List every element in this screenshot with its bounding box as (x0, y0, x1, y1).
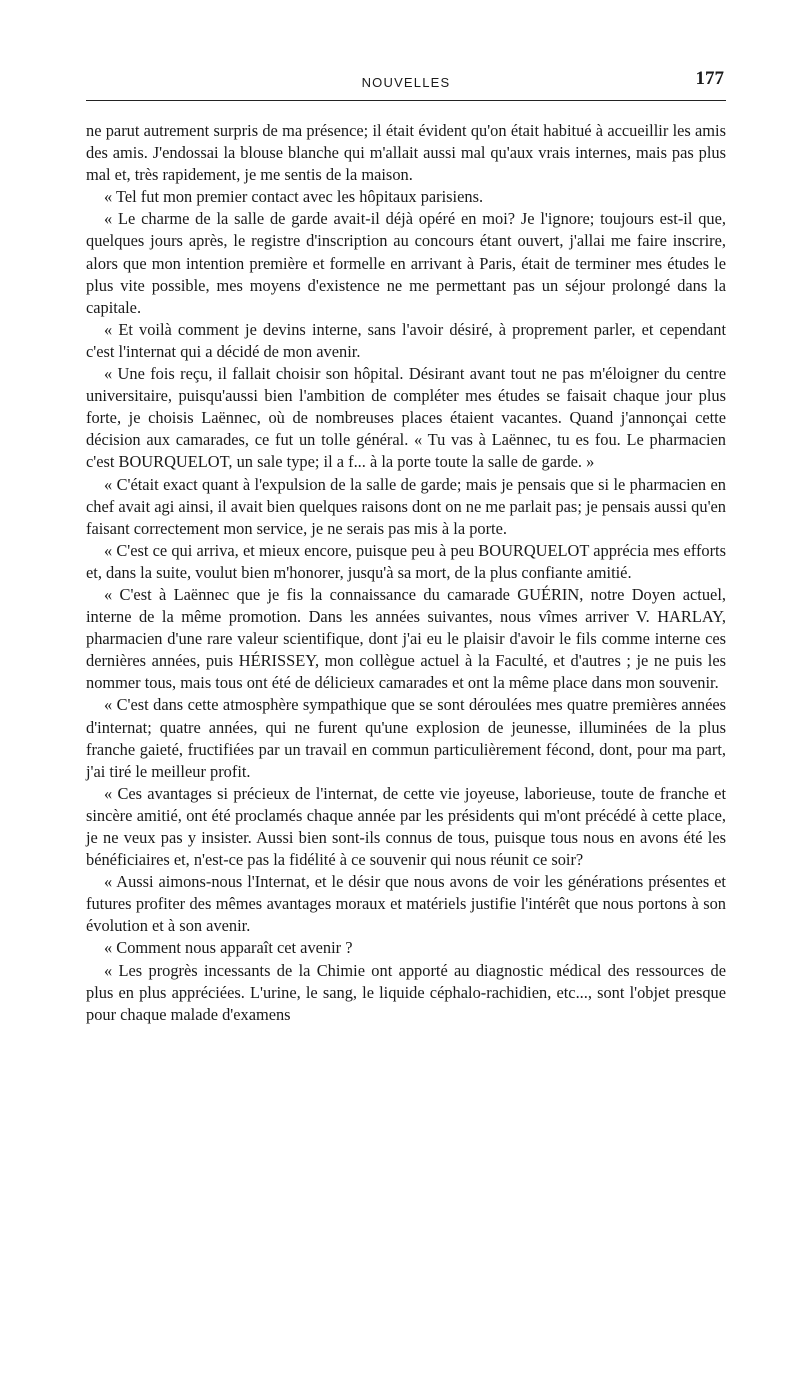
paragraph: « C'est dans cette atmosphère sympathique que se sont déroulées mes quatre premières années d'internat; quatre années, qui ne furent qu'une explosion de jeunesse, illuminées de la plus franche gaieté, fructifiées par un travail en commun particulièrement fécond, dont, pour ma part, j'ai tiré le meilleur profit. (86, 695, 726, 781)
paragraph: « Comment nous apparaît cet avenir ? (104, 938, 353, 958)
page-number: 177 (695, 68, 724, 89)
page-header (86, 68, 726, 94)
paragraph: « Aussi aimons-nous l'Internat, et le désir que nous avons de voir les générations présentes et futures profiter des mêmes avantages moraux et matériels justifie l'intérêt que nous portons à son évolution et à son avenir. (86, 872, 726, 936)
paragraph: « Le charme de la salle de garde avait-il déjà opéré en moi? Je l'ignore; toujours est-il que, quelques jours après, le registre d'inscription au concours étant ouvert, j'allai me faire inscrire, alors que mon intention première et formelle en arrivant à Paris, était de terminer mes études le plus vite possible, mes moyens d'existence ne me permettant pas un séjour prolongé dans la capitale. (86, 209, 726, 317)
header-rule (86, 100, 726, 101)
paragraph: « Les progrès incessants de la Chimie ont apporté au diagnostic médical des ressources de plus en plus appréciées. L'urine, le sang, le liquide céphalo-rachidien, etc..., sont l'objet presque pour chaque malade d'examens (86, 960, 726, 1024)
body-text (86, 120, 726, 1026)
paragraph: « Et voilà comment je devins interne, sans l'avoir désiré, à proprement parler, et cependant c'est l'internat qui a décidé de mon avenir. (86, 319, 726, 361)
running-title: NOUVELLES (361, 75, 451, 90)
paragraph: « Tel fut mon premier contact avec les hôpitaux parisiens. (104, 187, 484, 207)
paragraph: ne parut autrement surpris de ma présence; il était évident qu'on était habitué à accueillir les amis des amis. J'endossai la blouse blanche qui m'allait aussi mal qu'aux vrais internes, mais pas plus mal et, très rapidement, je me sentis de la maison. (86, 121, 726, 185)
paragraph: « Ces avantages si précieux de l'internat, de cette vie joyeuse, laborieuse, toute de franche et sincère amitié, ont été proclamés chaque année par les présidents qui m'ont précédé à cette place, je ne veux pas y insister. Aussi bien sont-ils connus de tous, puisque tous nous en avons été les bénéficiaires et, n'est-ce pas la fidélité à ce souvenir qui nous réunit ce soir? (86, 783, 726, 870)
paragraph: « C'était exact quant à l'expulsion de la salle de garde; mais je pensais que si le pharmacien en chef avait agi ainsi, il avait bien quelques raisons dont on ne me parlait pas; je pensais aussi qu'en faisant correctement mon service, je ne serais pas mis à la porte. (86, 474, 726, 538)
paragraph: « C'est à Laënnec que je fis la connaissance du camarade GUÉRIN, notre Doyen actuel, interne de la même promotion. Dans les années suivantes, nous vîmes arriver V. HARLAY, pharmacien d'une rare valeur scientifique, dont j'ai eu le plaisir d'avoir le fils comme interne ces dernières années, puis HÉRISSEY, mon collègue actuel à la Faculté, et d'autres ; je ne puis les nommer tous, mais tous ont été de délicieux camarades et ont la même place dans mon souvenir. (86, 584, 726, 693)
paragraph: « Une fois reçu, il fallait choisir son hôpital. Désirant avant tout ne pas m'éloigner du centre universitaire, puisqu'aussi bien l'ambition de compléter mes études se faisait chaque jour plus forte, je choisis Laënnec, où de nombreuses places étaient vacantes. Quand j'annonçai cette décision aux camarades, ce fut un tolle général. « Tu vas à Laënnec, tu es fou. Le pharmacien c'est BOURQUELOT, un sale type; il a f... à la porte toute la salle de garde. » (86, 364, 726, 472)
paragraph: « C'est ce qui arriva, et mieux encore, puisque peu à peu BOURQUELOT apprécia mes efforts et, dans la suite, voulut bien m'honorer, jusqu'à sa mort, de la plus confiante amitié. (86, 540, 726, 582)
